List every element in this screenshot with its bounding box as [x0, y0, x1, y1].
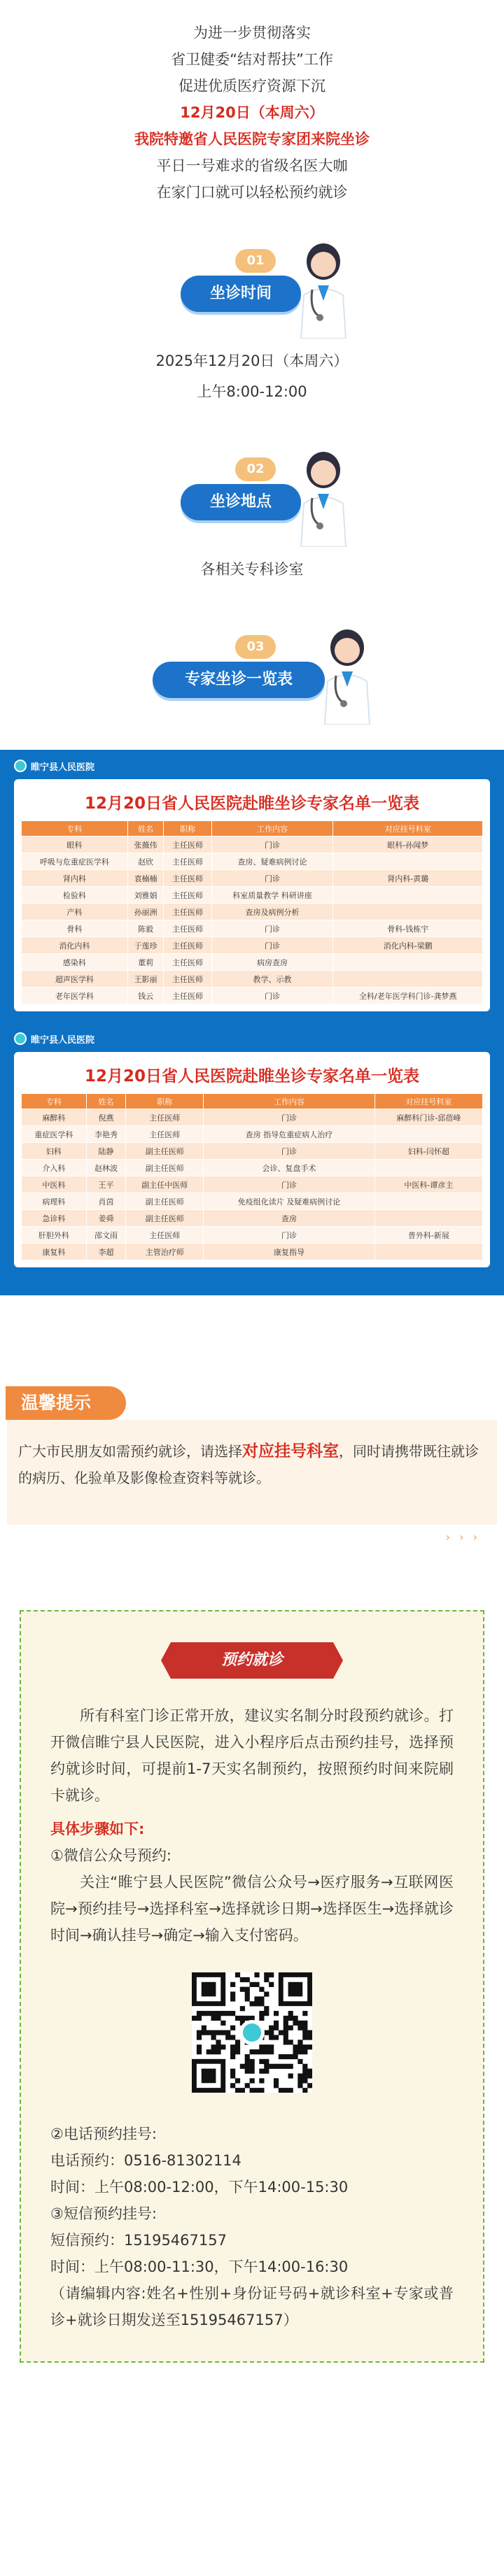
- tip-text: ，同时请携带既往就诊的病历、化验单及影像检查资料等就诊。: [18, 1443, 479, 1486]
- table-cell: 消化内科-梁鹏: [333, 937, 483, 954]
- table-cell: [374, 1244, 482, 1260]
- intro-headline: 我院特邀省人民医院专家团来院坐诊: [134, 131, 370, 148]
- table-cell: 呼吸与危重症医学科: [22, 853, 128, 870]
- table-header-cell: 对应挂号科室: [374, 1094, 482, 1109]
- table-cell: 主任医师: [164, 920, 211, 937]
- table-cell: 李超: [86, 1244, 125, 1260]
- expert-table-2: [21, 1093, 483, 1260]
- table-cell: 主管治疗师: [126, 1244, 204, 1260]
- table-cell: 科室质量教学 科研讲座: [211, 887, 333, 904]
- table-cell: [374, 1210, 482, 1227]
- table-cell: 肝胆外科: [22, 1227, 87, 1244]
- intro-date: 12月20日（本周六）: [180, 104, 324, 121]
- section-title: 坐诊地点: [181, 484, 301, 520]
- table-cell: 麻醉科: [22, 1109, 87, 1126]
- table-cell: 病房查房: [211, 954, 333, 971]
- table-cell: 钱云: [127, 988, 164, 1004]
- table-cell: 门诊: [211, 988, 333, 1004]
- table-row: [22, 1143, 483, 1160]
- table-row: [22, 954, 483, 971]
- table-row: [22, 837, 483, 853]
- table-cell: 妇科-闫怀超: [374, 1143, 482, 1160]
- table-header-cell: 姓名: [127, 821, 164, 837]
- table-row: [22, 988, 483, 1004]
- table-header-cell: 工作内容: [204, 1094, 375, 1109]
- table-cell: 副主任中医师: [126, 1176, 204, 1193]
- table-cell: 门诊: [211, 920, 333, 937]
- table-cell: 教学、示教: [211, 971, 333, 988]
- table-cell: 眼科: [22, 837, 128, 853]
- table-cell: 查房 指导危重症病人治疗: [204, 1126, 375, 1143]
- table-cell: 产科: [22, 904, 128, 920]
- table-cell: 孙丽洲: [127, 904, 164, 920]
- table-cell: 急诊科: [22, 1210, 87, 1227]
- table-cell: [374, 1160, 482, 1176]
- table-cell: 张薇伟: [127, 837, 164, 853]
- table-row: [22, 1227, 483, 1244]
- table-cell: 检验科: [22, 887, 128, 904]
- table-row: [22, 870, 483, 887]
- qr-code[interactable]: [192, 1972, 312, 2093]
- table-cell: 查房: [204, 1210, 375, 1227]
- table-row: [22, 1193, 483, 1210]
- table-row: [22, 1109, 483, 1126]
- table-cell: [374, 1126, 482, 1143]
- table-cell: 妇科: [22, 1143, 87, 1160]
- intro-line: 省卫健委“结对帮扶”工作: [171, 51, 333, 68]
- expert-table-title: 12月20日省人民医院赴睢坐诊专家名单一览表: [84, 1067, 419, 1086]
- table-cell: 超声医学科: [22, 971, 128, 988]
- section-title: 专家坐诊一览表: [153, 662, 325, 698]
- step2-title: ②电话预约挂号:: [50, 2126, 157, 2142]
- step3-note: （请编辑内容:姓名+性别+身份证号码+就诊科室+专家或普诊+就诊日期发送至15195467157）: [50, 2285, 454, 2328]
- table-header-row: [22, 821, 483, 837]
- table-cell: [333, 971, 483, 988]
- table-cell: 赵林波: [86, 1160, 125, 1176]
- step3-time: 时间：上午08:00-11:30，下午14:00-16:30: [50, 2258, 349, 2275]
- table-header-row: [22, 1094, 483, 1109]
- table-cell: 康复科: [22, 1244, 87, 1260]
- table-cell: 骨科-钱栋宇: [333, 920, 483, 937]
- table-row: [22, 887, 483, 904]
- table-cell: 主任医师: [164, 853, 211, 870]
- table-cell: 门诊: [204, 1227, 375, 1244]
- table-cell: 肾内科: [22, 870, 128, 887]
- hospital-logo: [14, 1030, 490, 1048]
- section-location-text: 各相关专科诊室: [200, 561, 304, 578]
- table-cell: 普外科-新展: [374, 1227, 482, 1244]
- expert-table-1: [21, 820, 483, 1004]
- table-cell: 会诊、复盘手术: [204, 1160, 375, 1176]
- table-cell: 查房及病例分析: [211, 904, 333, 920]
- table-cell: 主任医师: [164, 887, 211, 904]
- expert-table-card-1: [14, 779, 490, 1011]
- tip-highlight: 对应挂号科室: [242, 1442, 339, 1460]
- hospital-logo: [14, 757, 490, 775]
- table-header-cell: 职称: [126, 1094, 204, 1109]
- table-cell: 门诊: [204, 1176, 375, 1193]
- table-cell: 王影丽: [127, 971, 164, 988]
- table-row: [22, 937, 483, 954]
- table-cell: 副主任医师: [126, 1193, 204, 1210]
- booking-card: [20, 1610, 484, 2363]
- table-cell: [333, 853, 483, 870]
- intro-line: 为进一步贯彻落实: [193, 24, 311, 41]
- table-cell: 主任医师: [126, 1126, 204, 1143]
- table-cell: [333, 954, 483, 971]
- table-cell: 免疫组化读片 及疑难病例讨论: [204, 1193, 375, 1210]
- table-cell: 骨科: [22, 920, 128, 937]
- step2-phone[interactable]: 电话预约：0516-81302114: [50, 2152, 241, 2169]
- steps-title: 具体步骤如下:: [50, 1821, 145, 1837]
- table-cell: [333, 904, 483, 920]
- table-row: [22, 853, 483, 870]
- hospital-logo-icon: [14, 1032, 27, 1045]
- table-row: [22, 1210, 483, 1227]
- table-cell: 副主任医师: [126, 1160, 204, 1176]
- table-row: [22, 1126, 483, 1143]
- table-cell: 主任医师: [164, 937, 211, 954]
- booking-intro: 所有科室门诊正常开放，建议实名制分时段预约就诊。打开微信睢宁县人民医院，进入小程序后点击预约挂号，选择预约就诊时间，可提前1-7天实名制预约，按照预约时间来院刷卡就诊。: [50, 1707, 454, 1804]
- step3-title: ③短信预约挂号:: [50, 2205, 157, 2222]
- table-cell: 姜舜: [86, 1210, 125, 1227]
- table-cell: 主任医师: [164, 837, 211, 853]
- section-experts-header: [0, 613, 504, 732]
- section-location-body: [0, 554, 504, 585]
- table-cell: 主任医师: [126, 1109, 204, 1126]
- table-cell: 袁楠楠: [127, 870, 164, 887]
- intro-line: 平日一号难求的省级名医大咖: [156, 157, 348, 174]
- table-row: [22, 1244, 483, 1260]
- booking-badge: 预约就诊: [171, 1642, 333, 1679]
- table-cell: 主任医师: [164, 954, 211, 971]
- table-cell: 介入科: [22, 1160, 87, 1176]
- table-header-cell: 对应挂号科室: [333, 821, 483, 837]
- table-cell: 邵文雨: [86, 1227, 125, 1244]
- table-row: [22, 971, 483, 988]
- table-header-cell: 姓名: [86, 1094, 125, 1109]
- table-row: [22, 920, 483, 937]
- tip-tag: 温馨提示: [6, 1386, 126, 1420]
- table-cell: 赵欣: [127, 853, 164, 870]
- qr-code-icon: [192, 1972, 312, 2093]
- table-cell: 主任医师: [164, 971, 211, 988]
- doctor-illustration-icon: [281, 234, 365, 339]
- table-cell: 陆静: [86, 1143, 125, 1160]
- table-header-cell: 职称: [164, 821, 211, 837]
- tip-body: [7, 1420, 497, 1525]
- table-cell: 门诊: [211, 837, 333, 853]
- doctor-illustration-icon: [305, 620, 389, 725]
- table-cell: 查房、疑难病例讨论: [211, 853, 333, 870]
- table-cell: 老年医学科: [22, 988, 128, 1004]
- table-cell: 门诊: [211, 937, 333, 954]
- section-number: 01: [235, 249, 276, 273]
- table-cell: 副主任医师: [126, 1210, 204, 1227]
- table-cell: 主任医师: [164, 988, 211, 1004]
- table-cell: 主任医师: [164, 870, 211, 887]
- table-cell: 重症医学科: [22, 1126, 87, 1143]
- table-cell: [374, 1193, 482, 1210]
- section-number: 03: [235, 635, 276, 659]
- table-cell: 病理科: [22, 1193, 87, 1210]
- step1-text: 关注“睢宁县人民医院”微信公众号→医疗服务→互联网医院→预约挂号→选择科室→选择就诊日期→选择医生→选择就诊时间→确认挂号→确定→输入支付密码。: [50, 1874, 454, 1944]
- table-cell: 眼科-孙闻梦: [333, 837, 483, 853]
- arrows-icon: › › ›: [445, 1530, 480, 1544]
- section-time-body: [0, 346, 504, 407]
- expert-table-title: 12月20日省人民医院赴睢坐诊专家名单一览表: [84, 795, 419, 813]
- table-cell: 于莲珍: [127, 937, 164, 954]
- table-cell: 王平: [86, 1176, 125, 1193]
- section-time-header: [0, 227, 504, 346]
- section-number: 02: [235, 457, 276, 481]
- section-location-header: [0, 435, 504, 554]
- intro: [0, 0, 504, 206]
- table-cell: 肾内科-黄璐: [333, 870, 483, 887]
- table-header-cell: 专科: [22, 821, 128, 837]
- table-cell: 副主任医师: [126, 1143, 204, 1160]
- table-body: [22, 1109, 483, 1260]
- step3-sms[interactable]: 短信预约：15195467157: [50, 2232, 227, 2249]
- expert-table-card-2: [14, 1052, 490, 1267]
- table-cell: 麻醉科门诊-邱蓓峰: [374, 1109, 482, 1126]
- table-row: [22, 1176, 483, 1193]
- hospital-logo-text: 睢宁县人民医院: [31, 762, 95, 773]
- table-cell: 门诊: [204, 1143, 375, 1160]
- table-cell: 李艳秀: [86, 1126, 125, 1143]
- table-cell: 门诊: [204, 1109, 375, 1126]
- table-cell: 主任医师: [164, 904, 211, 920]
- table-cell: [333, 887, 483, 904]
- table-cell: 中医科: [22, 1176, 87, 1193]
- hospital-logo-text: 睢宁县人民医院: [31, 1034, 95, 1046]
- doctor-illustration-icon: [281, 442, 365, 547]
- tip-section: [0, 1386, 504, 1547]
- tip-text: 广大市民朋友如需预约就诊，请选择: [18, 1443, 242, 1460]
- table-header-cell: 工作内容: [211, 821, 333, 837]
- section-title: 坐诊时间: [181, 276, 301, 312]
- table-row: [22, 1160, 483, 1176]
- table-cell: 刘雅娟: [127, 887, 164, 904]
- table-cell: 中医科-谭彦主: [374, 1176, 482, 1193]
- expert-tables-area: [0, 750, 504, 1295]
- table-cell: 陈毅: [127, 920, 164, 937]
- table-cell: 肖茵: [86, 1193, 125, 1210]
- table-row: [22, 904, 483, 920]
- table-cell: 主任医师: [126, 1227, 204, 1244]
- step2-time: 时间：上午08:00-12:00，下午14:00-15:30: [50, 2179, 349, 2196]
- table-body: [22, 837, 483, 1004]
- table-cell: 董莉: [127, 954, 164, 971]
- hospital-logo-icon: [14, 760, 27, 772]
- table-cell: 消化内科: [22, 937, 128, 954]
- section-time-hours: 上午8:00-12:00: [197, 383, 307, 400]
- table-cell: 感染科: [22, 954, 128, 971]
- intro-line: 在家门口就可以轻松预约就诊: [156, 184, 348, 201]
- step1-title: ①微信公众号预约:: [50, 1847, 172, 1864]
- table-cell: 门诊: [211, 870, 333, 887]
- table-cell: 全科/老年医学科门诊-龚梦燕: [333, 988, 483, 1004]
- table-header-cell: 专科: [22, 1094, 87, 1109]
- intro-line: 促进优质医疗资源下沉: [178, 78, 326, 94]
- table-cell: 康复指导: [204, 1244, 375, 1260]
- table-cell: 倪燕: [86, 1109, 125, 1126]
- section-time-date: 2025年12月20日（本周六）: [155, 353, 349, 369]
